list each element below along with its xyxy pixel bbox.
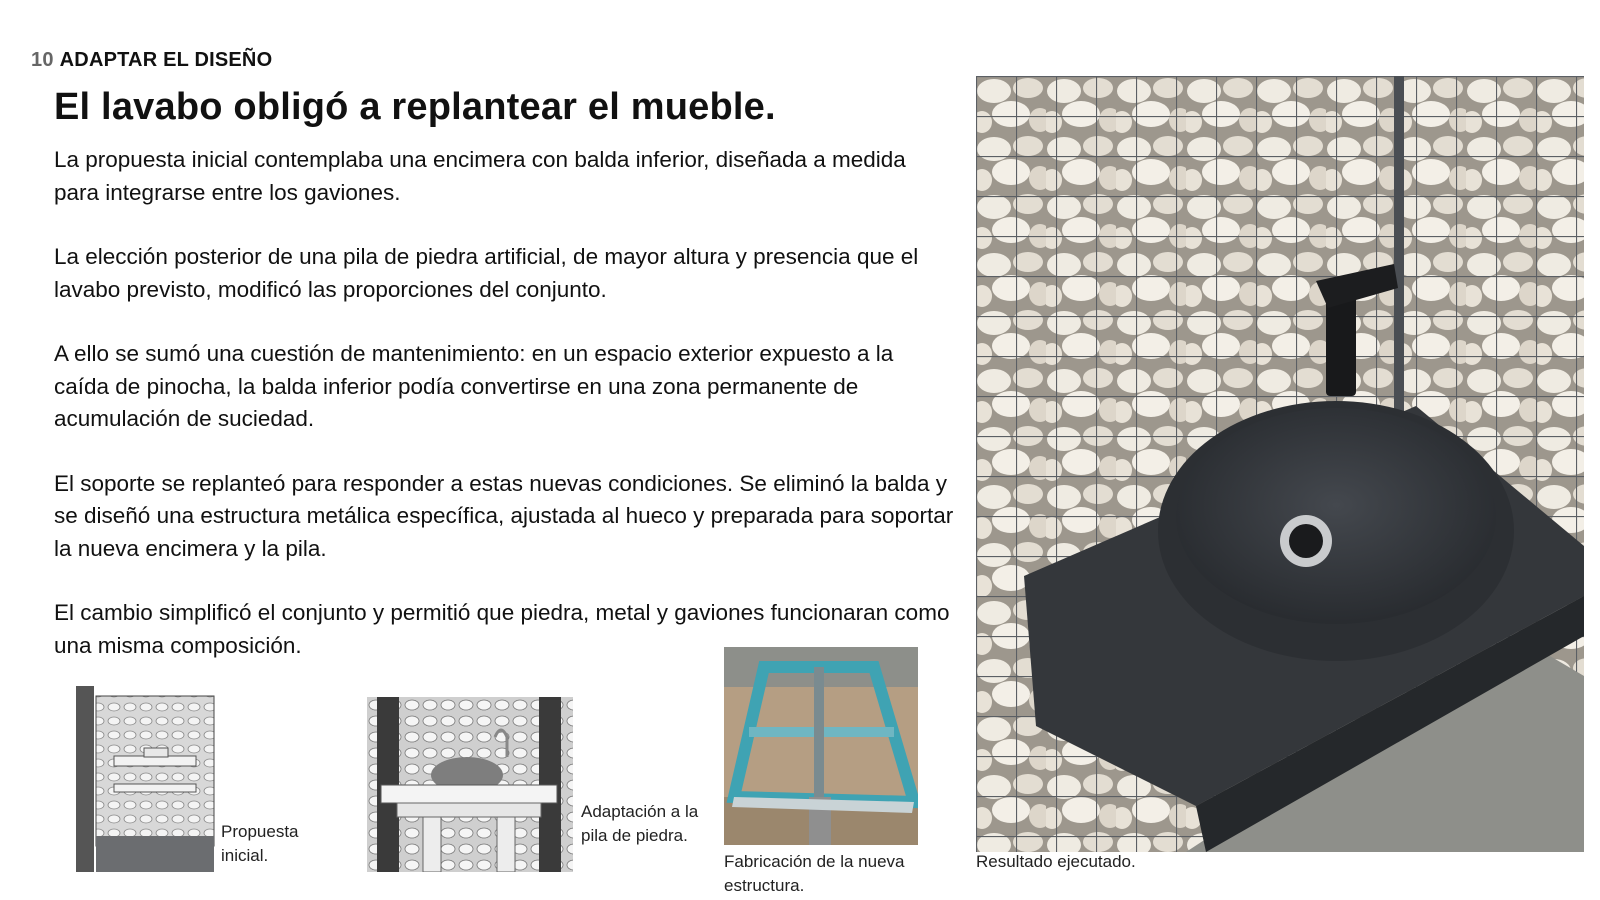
result-photo <box>976 76 1584 852</box>
paragraph-3: A ello se sumó una cuestión de mantenimiento: en un espacio exterior expuesto a la caída de pinocha, la balda inferior podía convertirse en una zona permanente de acumulación de suciedad. <box>54 341 894 431</box>
paragraph-1: La propuesta inicial contemplaba una encimera con balda inferior, diseñada a medida para integrarse entre los gaviones. <box>54 147 906 205</box>
paragraph-2: La elección posterior de una pila de piedra artificial, de mayor altura y presencia que el lavabo previsto, modificó las proporciones del conjunto. <box>54 244 919 302</box>
fabrication-image <box>724 647 918 845</box>
initial-proposal-image <box>74 686 216 872</box>
caption-initial: Propuesta inicial. <box>221 822 299 865</box>
page-title: El lavabo obligó a replantear el mueble. <box>54 86 776 128</box>
caption-result: Resultado ejecutado. <box>976 852 1136 871</box>
paragraph-5: El cambio simplificó el conjunto y permitió que piedra, metal y gaviones funcionaran como una misma composición. <box>54 600 950 658</box>
section-heading <box>31 49 272 72</box>
adaptation-image <box>367 697 573 872</box>
section-number: 10 <box>31 49 54 71</box>
paragraph-4: El soporte se replanteó para responder a estas nuevas condiciones. Se eliminó la balda y se diseñó una estructura metálica específica, ajustada al hueco y preparada para soportar la nueva encimera y la pila. <box>54 470 954 561</box>
section-label: ADAPTAR EL DISEÑO <box>59 49 273 71</box>
caption-adaptation: Adaptación a la pila de piedra. <box>581 802 699 845</box>
caption-fabrication: Fabricación de la nueva estructura. <box>724 852 905 895</box>
body-text <box>54 144 954 694</box>
